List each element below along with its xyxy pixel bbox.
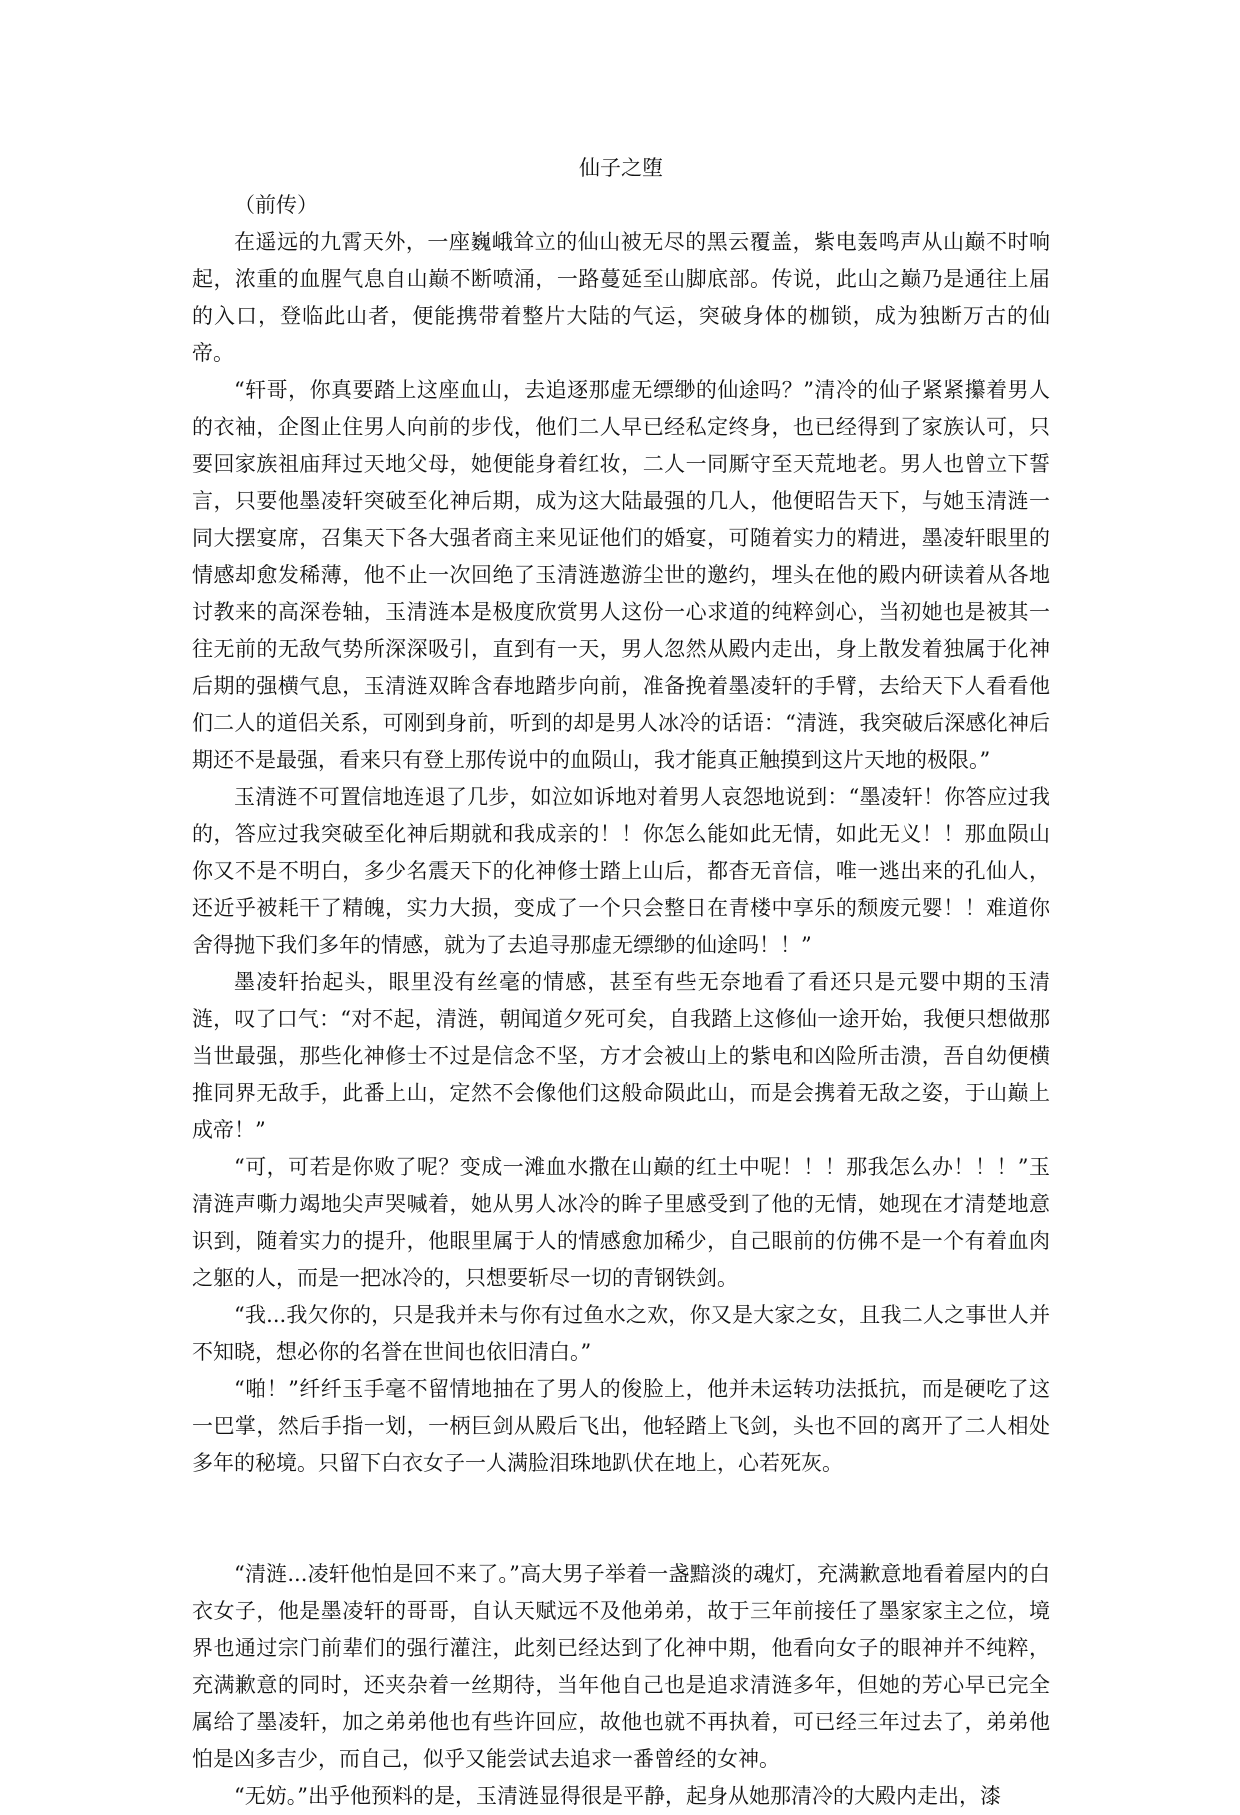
paragraph: 在遥远的九霄天外，一座巍峨耸立的仙山被无尽的黑云覆盖，紫电轰鸣声从山巅不时响起，浓重的血腥气息自山巅不断喷涌，一路蔓延至山脚底部。传说，此山之巅乃是通往上届的入口，登临此山者，便能携带着整片大陆的气运，突破身体的枷锁，成为独断万古的仙帝。 <box>192 230 1050 365</box>
section-break <box>192 1482 1050 1556</box>
document-body <box>192 150 1050 1815</box>
document-title: 仙子之堕 <box>579 156 663 180</box>
paragraph: “啪！”纤纤玉手毫不留情地抽在了男人的俊脸上，他并未运转功法抵抗，而是硬吃了这一巴掌，然后手指一划，一柄巨剑从殿后飞出，他轻踏上飞剑，头也不回的离开了二人相处多年的秘境。只留下白衣女子一人满脸泪珠地趴伏在地上，心若死灰。 <box>192 1377 1050 1475</box>
paragraph: 玉清涟不可置信地连退了几步，如泣如诉地对着男人哀怨地说到：“墨凌轩！你答应过我的，答应过我突破至化神后期就和我成亲的！！你怎么能如此无情，如此无义！！那血陨山你又不是不明白，多少名震天下的化神修士踏上山后，都杳无音信，唯一逃出来的孔仙人，还近乎被耗干了精魄，实力大损，变成了一个只会整日在青楼中享乐的颓废元婴！！难道你舍得抛下我们多年的情感，就为了去追寻那虚无缥缈的仙途吗！！” <box>192 785 1050 957</box>
paragraph: 墨凌轩抬起头，眼里没有丝毫的情感，甚至有些无奈地看了看还只是元婴中期的玉清涟，叹了口气：“对不起，清涟，朝闻道夕死可矣，自我踏上这修仙一途开始，我便只想做那当世最强，那些化神修士不过是信念不坚，方才会被山上的紫电和凶险所击溃，吾自幼便横推同界无敌手，此番上山，定然不会像他们这般命陨此山，而是会携着无敌之姿，于山巅上成帝！” <box>192 970 1050 1142</box>
paragraph: “可，可若是你败了呢？变成一滩血水撒在山巅的红土中呢！！！那我怎么办！！！”玉清涟声嘶力竭地尖声哭喊着，她从男人冰冷的眸子里感受到了他的无情，她现在才清楚地意识到，随着实力的提升，他眼里属于人的情感愈加稀少，自己眼前的仿佛不是一个有着血肉之躯的人，而是一把冰冷的，只想要斩尽一切的青钢铁剑。 <box>192 1155 1050 1290</box>
paragraph: “轩哥，你真要踏上这座血山，去追逐那虚无缥缈的仙途吗？”清冷的仙子紧紧攥着男人的衣袖，企图止住男人向前的步伐，他们二人早已经私定终身，也已经得到了家族认可，只要回家族祖庙拜过天地父母，她便能身着红妆，二人一同厮守至天荒地老。男人也曾立下誓言，只要他墨凌轩突破至化神后期，成为这大陆最强的几人，他便昭告天下，与她玉清涟一同大摆宴席，召集天下各大强者商主来见证他们的婚宴，可随着实力的精进，墨凌轩眼里的情感却愈发稀薄，他不止一次回绝了玉清涟遨游尘世的邀约，埋头在他的殿内研读着从各地讨教来的高深卷轴，玉清涟本是极度欣赏男人这份一心求道的纯粹剑心，当初她也是被其一往无前的无敌气势所深深吸引，直到有一天，男人忽然从殿内走出，身上散发着独属于化神后期的强横气息，玉清涟双眸含春地踏步向前，准备挽着墨凌轩的手臂，去给天下人看看他们二人的道侣关系，可刚到身前，听到的却是男人冰冷的话语：“清涟，我突破后深感化神后期还不是最强，看来只有登上那传说中的血陨山，我才能真正触摸到这片天地的极限。” <box>192 378 1050 772</box>
paragraph: “清涟...凌轩他怕是回不来了。”高大男子举着一盏黯淡的魂灯，充满歉意地看着屋内的白衣女子，他是墨凌轩的哥哥，自认天赋远不及他弟弟，故于三年前接任了墨家家主之位，境界也通过宗门前辈们的强行灌注，此刻已经达到了化神中期，他看向女子的眼神并不纯粹，充满歉意的同时，还夹杂着一丝期待，当年他自己也是追求清涟多年，但她的芳心早已完全属给了墨凌轩，加之弟弟他也有些许回应，故他也就不再执着，可已经三年过去了，弟弟他怕是凶多吉少，而自己，似乎又能尝试去追求一番曾经的女神。 <box>192 1562 1050 1771</box>
paragraph: “无妨。”出乎他预料的是，玉清涟显得很是平静，起身从她那清冷的大殿内走出，漆 <box>234 1784 1001 1808</box>
document-subtitle: （前传） <box>234 193 318 217</box>
paragraph: “我...我欠你的，只是我并未与你有过鱼水之欢，你又是大家之女，且我二人之事世人并不知晓，想必你的名誉在世间也依旧清白。” <box>192 1303 1050 1364</box>
